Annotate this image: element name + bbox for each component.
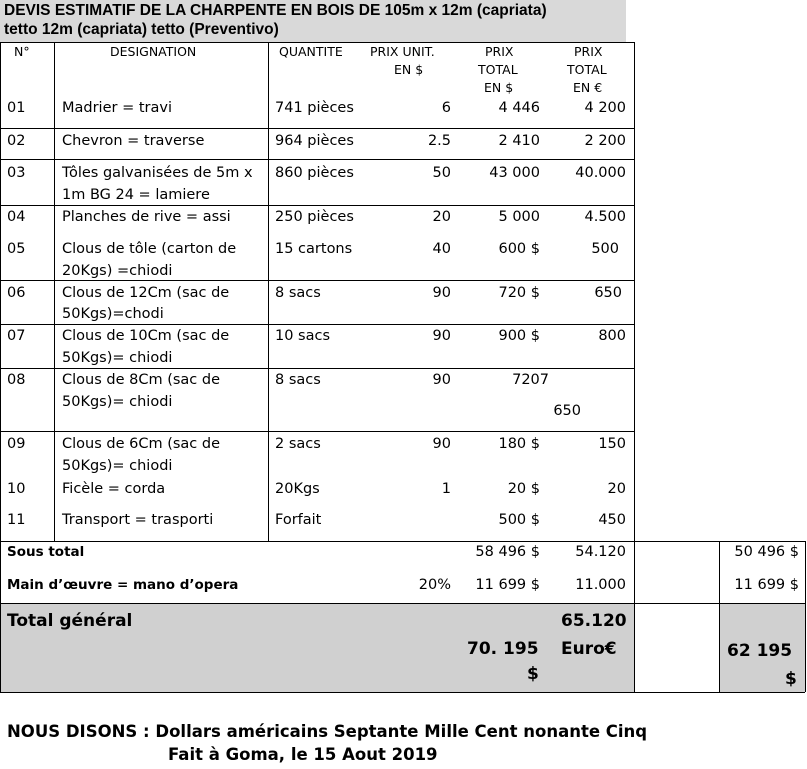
row-no: 03 [7, 165, 26, 181]
row-prix-unit: 6 [441, 100, 451, 116]
total-general-right-symbol: $ [785, 669, 797, 689]
row-no: 11 [7, 512, 26, 528]
row-quantite: 2 sacs [275, 436, 321, 452]
row-designation: Planches de rive = assi [62, 209, 231, 225]
row-total-usd: 180 $ [498, 436, 540, 452]
header-prix-total-eur-line3: EN € [573, 80, 603, 95]
footer-amount-in-words: NOUS DISONS : Dollars américains Septante Mille Cent nonante Cinq [7, 722, 648, 741]
row-total-eur: 500 [591, 241, 619, 257]
row-total-eur: 4 200 [584, 100, 626, 116]
row-total-usd: 7207 [512, 372, 549, 388]
header-prix-total-usd-line1: PRIX [485, 44, 514, 59]
row-designation: Madrier = travi [62, 100, 172, 116]
header-prix-total-usd-line2: TOTAL [478, 62, 518, 77]
main-oeuvre-pct: 20% [418, 577, 451, 593]
row-designation-line2: 50Kgs)= chiodi [62, 458, 173, 474]
header-prix-total-eur-line2: TOTAL [567, 62, 607, 77]
row-total-usd: 5 000 [498, 209, 540, 225]
row-total-usd: 900 $ [498, 328, 540, 344]
row-designation-line1: Clous de tôle (carton de [62, 241, 237, 257]
header-prix-total-usd-line3: EN $ [484, 80, 514, 95]
title-block [0, 0, 626, 42]
row-prix-unit: 2.5 [427, 133, 451, 149]
row-total-usd: 4 446 [498, 100, 540, 116]
row-quantite: 20Kgs [275, 481, 320, 497]
row-designation-line1: Clous de 10Cm (sac de [62, 328, 230, 344]
row-quantite: 8 sacs [275, 285, 321, 301]
document-title-line1: DEVIS ESTIMATIF DE LA CHARPENTE EN BOIS DE 105m x 12m (capriata) [4, 2, 547, 19]
row-total-eur: 4.500 [584, 209, 626, 225]
row-quantite: 15 cartons [275, 241, 353, 257]
row-prix-unit: 90 [432, 328, 451, 344]
row-no: 02 [7, 133, 26, 149]
header-prix-unit-line1: PRIX UNIT. [370, 44, 435, 59]
row-total-eur: 800 [598, 328, 626, 344]
total-general-usd: 70. 195 [467, 639, 539, 659]
row-designation-line2: 1m BG 24 = lamiere [62, 187, 210, 203]
row-prix-unit: 50 [432, 165, 451, 181]
main-oeuvre-label: Main d’œuvre = mano d’opera [7, 577, 239, 593]
total-general-usd-symbol: $ [527, 664, 539, 684]
row-prix-unit: 90 [432, 285, 451, 301]
main-oeuvre-usd: 11 699 $ [475, 577, 540, 593]
row-no: 09 [7, 436, 26, 452]
header-prix-total-eur-line1: PRIX [574, 44, 603, 59]
row-designation: Transport = trasporti [62, 512, 214, 528]
row-quantite: 10 sacs [275, 328, 331, 344]
row-prix-unit: 90 [432, 372, 451, 388]
main-oeuvre-right: 11 699 $ [734, 577, 799, 593]
row-quantite: 964 pièces [275, 133, 354, 149]
row-designation-line2: 50Kgs)= chiodi [62, 394, 173, 410]
sous-total-right: 50 496 $ [734, 544, 799, 560]
main-oeuvre-eur: 11.000 [575, 577, 626, 593]
row-total-eur: 20 [607, 481, 626, 497]
header-quantite: QUANTITE [279, 44, 343, 59]
row-total-usd: 2 410 [498, 133, 540, 149]
row-quantite: 8 sacs [275, 372, 321, 388]
row-total-eur: 150 [598, 436, 626, 452]
row-total-eur: 450 [598, 512, 626, 528]
sous-total-label: Sous total [7, 544, 85, 560]
row-total-eur: 40.000 [575, 165, 626, 181]
sous-total-eur: 54.120 [575, 544, 626, 560]
header-designation: DESIGNATION [110, 44, 197, 59]
row-no: 06 [7, 285, 26, 301]
row-designation-line2: 20Kgs) =chiodi [62, 263, 173, 279]
row-quantite: 250 pièces [275, 209, 354, 225]
row-no: 04 [7, 209, 26, 225]
row-no: 01 [7, 100, 26, 116]
sous-total-usd: 58 496 $ [475, 544, 540, 560]
document-title-line2: tetto 12m (capriata) tetto (Preventivo) [4, 21, 279, 38]
row-total-eur: 2 200 [584, 133, 626, 149]
row-prix-unit: 20 [432, 209, 451, 225]
row-no: 10 [7, 481, 26, 497]
row-total-usd: 20 $ [507, 481, 540, 497]
row-total-usd: 720 $ [498, 285, 540, 301]
row-designation-line1: Clous de 6Cm (sac de [62, 436, 220, 452]
row-prix-unit: 40 [432, 241, 451, 257]
row-quantite: 860 pièces [275, 165, 354, 181]
row-designation-line1: Tôles galvanisées de 5m x [62, 165, 253, 181]
row-no: 05 [7, 241, 26, 257]
row-total-eur: 650 [553, 403, 581, 419]
total-general-eur-top: 65.120 [561, 611, 627, 631]
row-total-usd: 43 000 [489, 165, 540, 181]
row-designation-line2: 50Kgs)=chodi [62, 306, 164, 322]
row-prix-unit: 90 [432, 436, 451, 452]
footer-place-date: Fait à Goma, le 15 Aout 2019 [168, 745, 438, 764]
row-no: 07 [7, 328, 26, 344]
total-general-label: Total général [7, 611, 133, 631]
row-prix-unit: 1 [441, 481, 451, 497]
row-quantite: Forfait [275, 512, 322, 528]
row-quantite: 741 pièces [275, 100, 354, 116]
row-designation-line1: Clous de 8Cm (sac de [62, 372, 220, 388]
header-no: N° [14, 44, 30, 59]
row-designation: Chevron = traverse [62, 133, 205, 149]
total-general-eur-label: Euro€ [561, 639, 617, 659]
row-total-usd: 500 $ [498, 512, 540, 528]
row-no: 08 [7, 372, 26, 388]
row-total-usd: 600 $ [498, 241, 540, 257]
row-designation: Ficèle = corda [62, 481, 166, 497]
header-prix-unit-line2: EN $ [394, 62, 424, 77]
row-designation-line2: 50Kgs)= chiodi [62, 350, 173, 366]
total-general-right: 62 195 [727, 641, 793, 661]
row-designation-line1: Clous de 12Cm (sac de [62, 285, 230, 301]
row-total-eur: 650 [594, 285, 622, 301]
